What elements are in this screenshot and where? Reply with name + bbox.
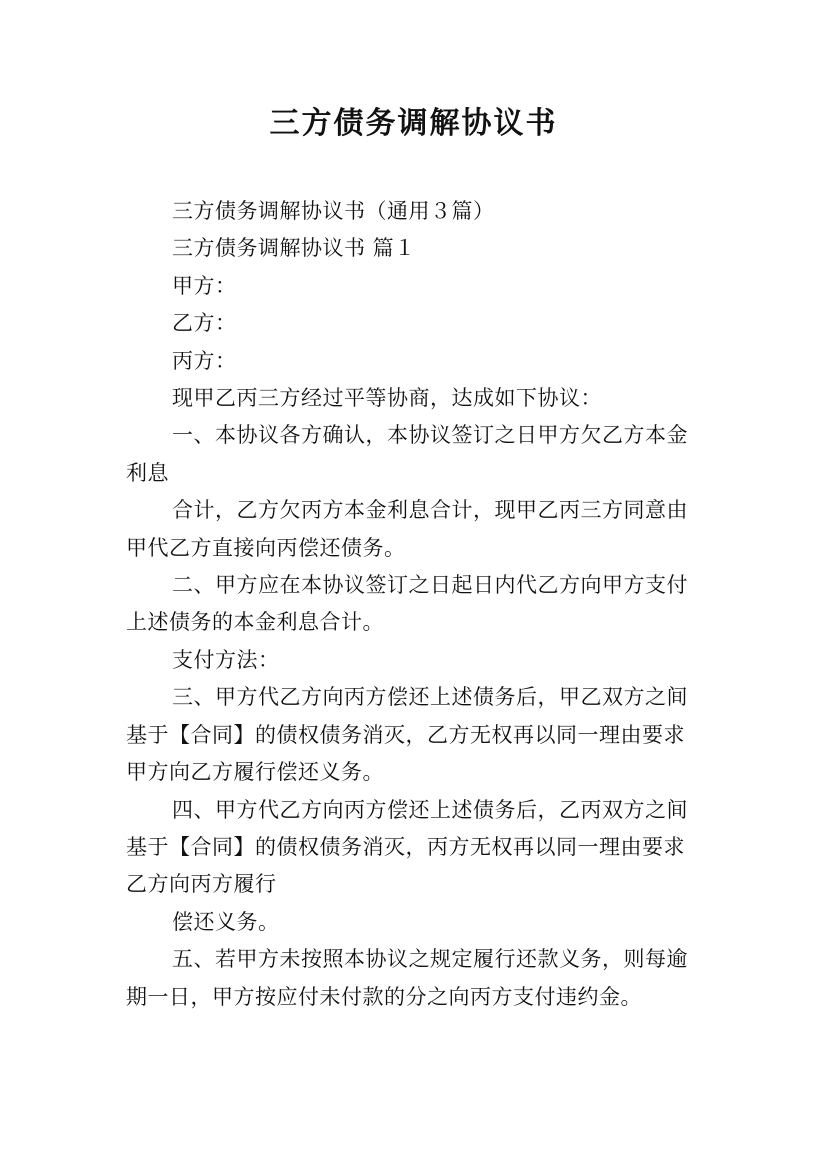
paragraph-preamble: 现甲乙丙三方经过平等协商，达成如下协议： xyxy=(172,386,602,411)
paragraph-payment-method: 支付方法： xyxy=(172,647,280,672)
paragraph-clause-4: 四、甲方代乙方向丙方偿还上述债务后，乙丙双方之间基于【合同】的债权债务消灭，丙方无权再以同一理由要求乙方向丙方履行 xyxy=(126,797,688,897)
paragraph-clause-1-cont: 合计，乙方欠丙方本金利息合计，现甲乙丙三方同意由甲代乙方直接向丙偿还债务。 xyxy=(126,498,688,560)
paragraph-collection-title: 三方债务调解协议书（通用３篇） xyxy=(172,199,495,223)
paragraph-clause-3: 三、甲方代乙方向丙方偿还上述债务后，甲乙双方之间基于【合同】的债权债务消灭，乙方无权再以同一理由要求甲方向乙方履行偿还义务。 xyxy=(126,685,688,785)
document-title: 三方债务调解协议书 xyxy=(269,106,558,141)
paragraph-clause-5: 五、若甲方未按照本协议之规定履行还款义务，则每逾期一日，甲方按应付未付款的分之向丙方支付违约金。 xyxy=(126,947,688,1009)
document-body xyxy=(126,193,706,1016)
paragraph-party-a: 甲方： xyxy=(172,273,237,298)
paragraph-party-b: 乙方： xyxy=(172,311,237,336)
paragraph-clause-1: 一、本协议各方确认，本协议签订之日甲方欠乙方本金利息 xyxy=(126,423,688,485)
paragraph-clause-4-cont: 偿还义务。 xyxy=(172,909,280,934)
paragraph-party-c: 丙方： xyxy=(172,348,237,373)
paragraph-clause-2: 二、甲方应在本协议签订之日起日内代乙方向甲方支付上述债务的本金利息合计。 xyxy=(126,573,688,635)
paragraph-article-heading: 三方债务调解协议书 篇１ xyxy=(172,236,416,261)
